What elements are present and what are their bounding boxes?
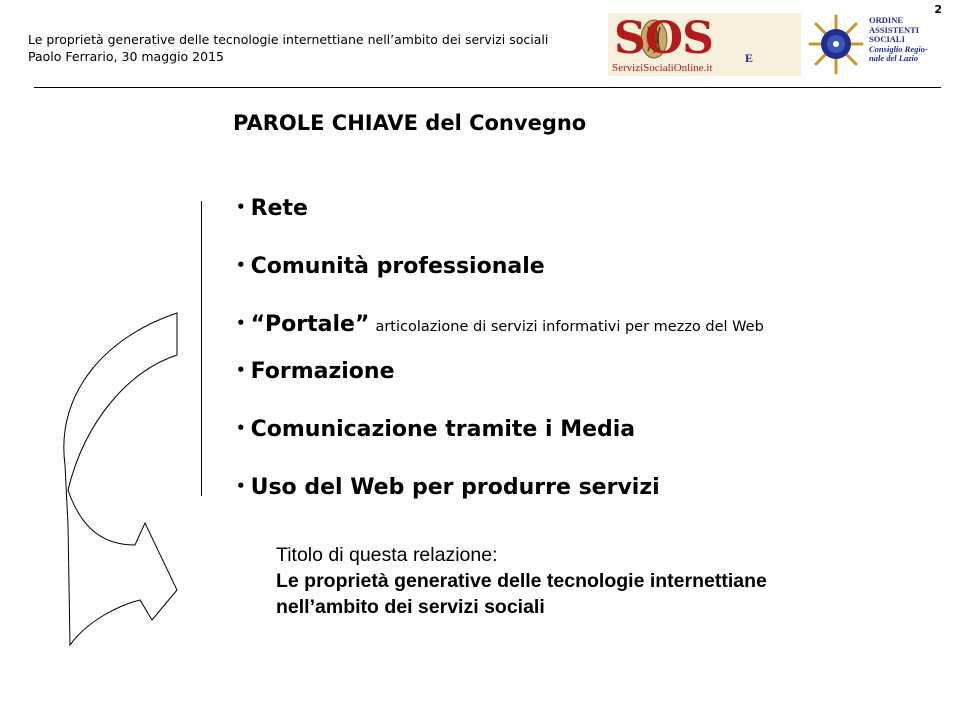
order-italic-line-1: Consiglio Regio-: [869, 43, 928, 54]
keyword-note: articolazione di servizi informativi per mezzo del Web: [375, 319, 764, 335]
sos-logo-letters: SOS: [614, 13, 713, 64]
bullet-icon: •: [236, 198, 246, 216]
order-italic-line-2: nale del Lazio: [869, 53, 919, 63]
keyword-label: Comunità professionale: [250, 254, 545, 279]
sos-logo-subtitle: ServiziSocialiOnline.it: [612, 62, 713, 74]
report-block: [276, 542, 767, 620]
keyword-label: Rete: [250, 196, 308, 221]
bullet-icon: •: [236, 256, 246, 274]
report-title-line-2: nell’ambito dei servizi sociali: [276, 596, 545, 618]
report-title-line-1: Le proprietà generative delle tecnologie internettiane: [276, 570, 767, 592]
page-number: 2: [934, 3, 942, 16]
sos-logo-connector: E: [745, 51, 754, 65]
order-line-2: ASSISTENTI: [869, 24, 920, 35]
keyword-label: Comunicazione tramite i Media: [250, 417, 636, 442]
bullet-icon: •: [236, 314, 246, 332]
bullet-icon: •: [236, 477, 246, 495]
keyword-label: Formazione: [250, 359, 395, 384]
keyword-label: Uso del Web per produrre servizi: [250, 475, 660, 500]
order-line-3: SOCIALI: [869, 34, 905, 44]
header-title: Le proprietà generative delle tecnologie internettiane nell’ambito dei servizi sociali: [28, 32, 549, 47]
slide-title: PAROLE CHIAVE del Convegno: [233, 111, 587, 135]
header-author-date: Paolo Ferrario, 30 maggio 2015: [28, 49, 224, 64]
order-line-1: ORDINE: [869, 15, 904, 25]
keyword-label: “Portale”: [250, 312, 370, 337]
bullet-icon: •: [236, 361, 246, 379]
report-intro: Titolo di questa relazione:: [276, 544, 498, 566]
bullet-icon: •: [236, 419, 246, 437]
